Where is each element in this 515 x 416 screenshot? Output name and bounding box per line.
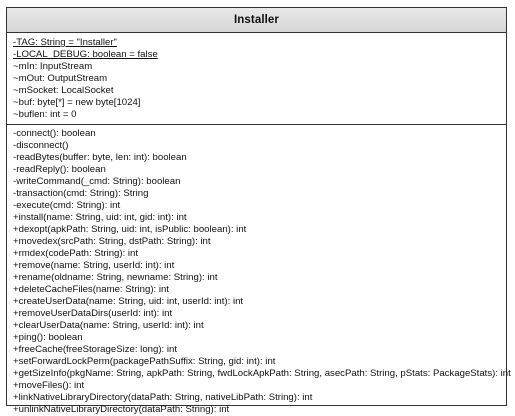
method-row: +clearUserData(name: String, userId: int): int <box>13 320 204 331</box>
method-row: +unlinkNativeLibraryDirectory(dataPath: String): int <box>13 404 230 415</box>
method-row: +freeCache(freeStorageSize: long): int <box>13 344 177 355</box>
attribute-row: -TAG: String = "Installer" <box>13 37 117 48</box>
method-row: -transaction(cmd: String): String <box>13 188 149 199</box>
attribute-row: ~mOut: OutputStream <box>13 73 108 84</box>
method-row: -disconnect() <box>13 140 69 151</box>
method-row: +ping(): boolean <box>13 332 83 343</box>
method-row: -writeCommand(_cmd: String): boolean <box>13 176 181 187</box>
method-row: +setForwardLockPerm(packagePathSuffix: String, gid: int): int <box>13 356 276 367</box>
method-row: +removeUserDataDirs(userId: int): int <box>13 308 173 319</box>
methods-compartment <box>7 125 511 416</box>
method-row: +dexopt(apkPath: String, uid: int, isPublic: boolean): int <box>13 224 247 235</box>
attribute-row: ~mIn: InputStream <box>13 61 93 72</box>
method-row: -readBytes(buffer: byte, len: int): boolean <box>13 152 187 163</box>
class-name: Installer <box>233 14 279 26</box>
attribute-row: ~mSocket: LocalSocket <box>13 85 114 96</box>
method-row: -connect(): boolean <box>13 128 96 139</box>
attribute-row: ~buflen: int = 0 <box>13 109 77 120</box>
method-row: +rmdex(codePath: String): int <box>13 248 139 259</box>
class-name-compartment <box>7 8 506 33</box>
method-row: -execute(cmd: String): int <box>13 200 121 211</box>
method-row: +rename(oldname: String, newname: String): int <box>13 272 218 283</box>
attribute-row: ~buf: byte[*] = new byte[1024] <box>13 97 141 108</box>
method-row: +remove(name: String, userId: int): int <box>13 260 175 271</box>
attributes-compartment <box>7 33 506 125</box>
attribute-row: -LOCAL_DEBUG: boolean = false <box>13 49 158 60</box>
method-row: +movedex(srcPath: String, dstPath: String): int <box>13 236 211 247</box>
method-row: +linkNativeLibraryDirectory(dataPath: String, nativeLibPath: String): int <box>13 392 313 403</box>
method-row: -readReply(): boolean <box>13 164 106 175</box>
method-row: +moveFiles(): int <box>13 380 85 391</box>
method-row: +install(name: String, uid: int, gid: int): int <box>13 212 187 223</box>
method-row: +deleteCacheFiles(name: String): int <box>13 284 169 295</box>
uml-class-installer[interactable] <box>6 7 511 415</box>
method-row: +createUserData(name: String, uid: int, userId: int): int <box>13 296 244 307</box>
method-row: +getSizeInfo(pkgName: String, apkPath: String, fwdLockApkPath: String, asecPath: String, pStats: PackageStats): int <box>13 368 511 379</box>
